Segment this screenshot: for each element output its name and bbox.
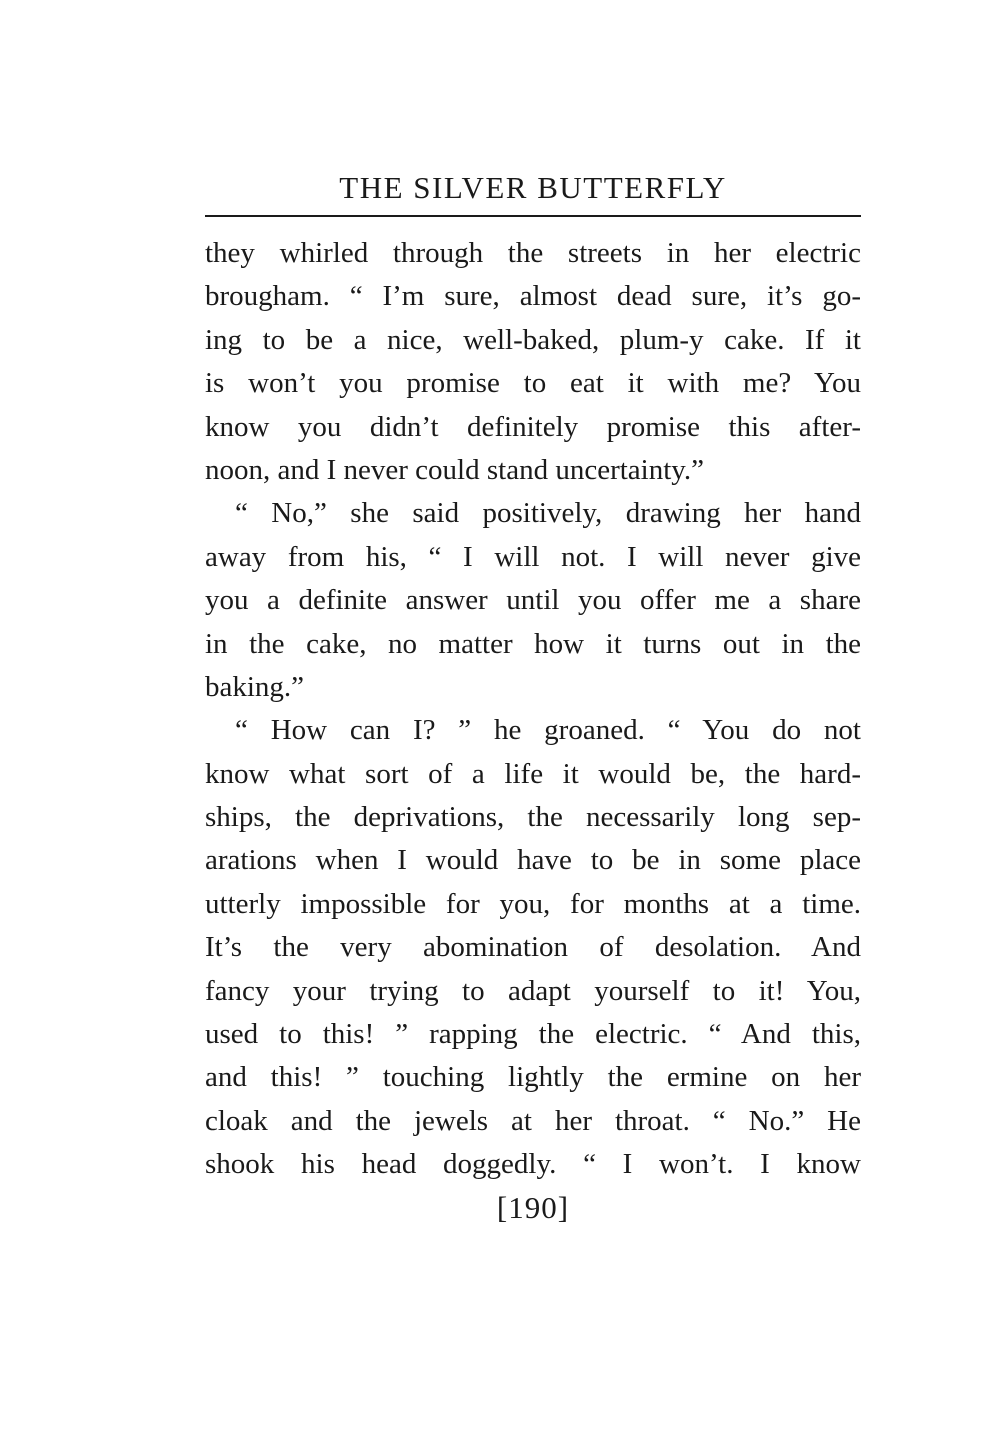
text-line: “ No,” she said positively, drawing her hand	[235, 497, 861, 530]
text-line: “ How can I? ” he groaned. “ You do not	[235, 714, 861, 747]
text-line: in the cake, no matter how it turns out in the	[205, 627, 861, 660]
text-line: know you didn’t definitely promise this after-	[205, 410, 861, 443]
text-line: brougham. “ I’m sure, almost dead sure, it’s go-	[205, 280, 861, 313]
text-line: you a definite answer until you offer me a share	[205, 584, 861, 617]
page-number: [190]	[496, 1190, 570, 1225]
text-line: and this! ” touching lightly the ermine on her	[205, 1061, 861, 1094]
text-line: ships, the deprivations, the necessarily long sep-	[205, 801, 861, 834]
running-head: THE SILVER BUTTERFLY	[339, 170, 727, 205]
text-line: cloak and the jewels at her throat. “ No.” He	[205, 1104, 861, 1137]
text-line: ing to be a nice, well-baked, plum-y cake. If it	[205, 323, 861, 356]
text-line: utterly impossible for you, for months at a time.	[205, 887, 861, 920]
text-line: noon, and I never could stand uncertainty.”	[205, 453, 705, 486]
text-line: shook his head doggedly. “ I won’t. I know	[205, 1148, 861, 1181]
text-line: used to this! ” rapping the electric. “ And this,	[205, 1018, 861, 1051]
text-line: arations when I would have to be in some place	[205, 844, 861, 877]
body-text	[205, 232, 861, 1187]
header-rule	[205, 215, 861, 217]
text-line: fancy your trying to adapt yourself to it! You,	[205, 974, 861, 1007]
text-line: away from his, “ I will not. I will never give	[205, 540, 861, 573]
text-line: baking.”	[205, 670, 305, 703]
text-line: is won’t you promise to eat it with me? You	[205, 367, 861, 400]
text-line: know what sort of a life it would be, the hard-	[205, 757, 861, 790]
text-line: they whirled through the streets in her electric	[205, 237, 861, 269]
text-line: It’s the very abomination of desolation. And	[205, 931, 861, 964]
